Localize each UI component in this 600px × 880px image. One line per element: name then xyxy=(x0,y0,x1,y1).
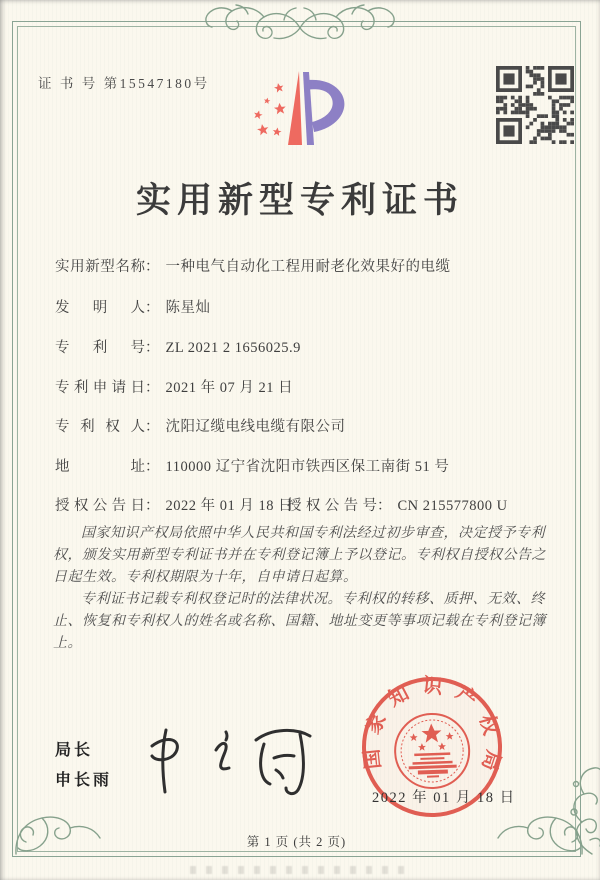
seal-date: 2022 年 01 月 18 日 xyxy=(372,790,516,806)
field-label: 专利号 xyxy=(55,340,145,356)
cnipa-logo-icon xyxy=(248,64,352,152)
qr-code-icon xyxy=(496,66,574,144)
page-title: 实用新型专利证书 xyxy=(135,181,464,220)
field-row-inventor xyxy=(55,296,555,317)
field-row-patent-no xyxy=(55,336,555,357)
field-value: 一种电气自动化工程用耐老化效果好的电缆 xyxy=(165,259,451,275)
field-label: 实用新型名称 xyxy=(55,259,145,275)
field-row-name xyxy=(55,255,555,276)
field-label: 授权公告号 xyxy=(287,498,377,514)
handwritten-signature-icon xyxy=(138,718,328,803)
field-row-address xyxy=(55,455,555,476)
field-row-grant xyxy=(55,494,555,515)
legal-paragraph: 专利证书记载专利权登记时的法律状况。专利权的转移、质押、无效、终止、恢复和专利权人的姓名或名称、国籍、地址变更等事项记载在专利登记簿上。 xyxy=(53,592,546,651)
field-colon: ： xyxy=(145,498,160,514)
field-value: CN 215577800 U xyxy=(397,498,508,514)
field-value: 2021 年 07 月 21 日 xyxy=(165,380,294,396)
bleedthrough-marks xyxy=(190,866,410,874)
signer-name: 申长雨 xyxy=(55,772,113,789)
field-colon: ： xyxy=(145,419,160,435)
field-label: 发明人 xyxy=(55,300,145,316)
field-value: 110000 辽宁省沈阳市铁西区保工南街 51 号 xyxy=(165,459,450,475)
page-number: 第 1 页 (共 2 页) xyxy=(246,835,347,849)
field-colon: ： xyxy=(145,300,160,316)
field-colon: ： xyxy=(145,459,160,475)
field-label: 专利申请日 xyxy=(55,380,145,396)
field-label: 授权公告日 xyxy=(55,498,145,514)
field-colon: ： xyxy=(145,259,160,275)
field-value: ZL 2021 2 1656025.9 xyxy=(165,340,301,356)
certificate-number: 证 书 号 第15547180号 xyxy=(38,76,210,91)
legal-paragraph: 国家知识产权局依照中华人民共和国专利法经过初步审查，决定授予专利权，颁发实用新型专利证书并在专利登记簿上予以登记。专利权自授权公告之日起生效。专利权期限为十年，自申请日起算。 xyxy=(53,526,546,585)
field-value: 2022 年 01 月 18 日 xyxy=(165,498,294,514)
field-colon: ： xyxy=(377,498,392,514)
field-value: 沈阳辽缆电线电缆有限公司 xyxy=(165,419,346,435)
field-row-patentee xyxy=(55,415,555,436)
field-colon: ： xyxy=(145,380,160,396)
field-value: 陈星灿 xyxy=(165,300,211,316)
legal-text xyxy=(53,523,547,655)
seal-ring-text: 国家知识产权局 xyxy=(359,674,505,785)
grant-number-group xyxy=(287,494,508,515)
field-colon: ： xyxy=(145,340,160,356)
field-label: 地址 xyxy=(55,459,145,475)
signer-block xyxy=(55,736,112,796)
field-label: 专利权人 xyxy=(55,419,145,435)
signer-title: 局长 xyxy=(55,742,94,759)
field-row-filing-date xyxy=(55,376,555,397)
